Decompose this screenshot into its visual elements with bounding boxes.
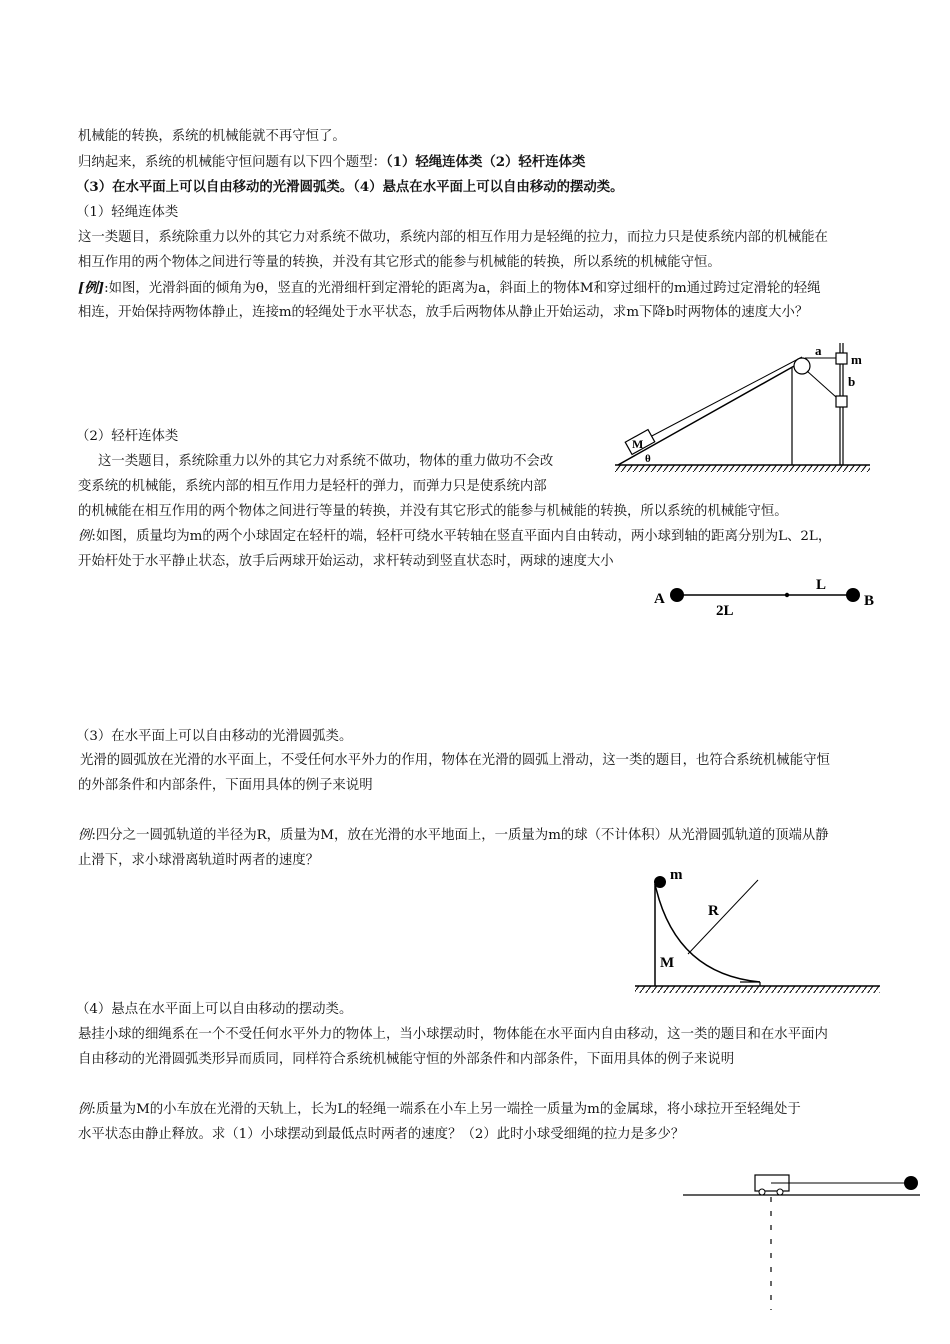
paragraph-line: 的机械能在相互作用的两个物体之间进行等量的转换，并没有其它形式的能参与机械能的转换，所以系统的机械能守恒。 xyxy=(78,504,788,519)
section-title: （1）轻绳连体类 xyxy=(76,205,179,220)
example-line xyxy=(78,827,829,845)
label-M: M xyxy=(660,955,675,971)
section-title: （3）在水平面上可以自由移动的光滑圆弧类。 xyxy=(76,729,353,744)
bold-text-span: （1）轻绳连体类（2）轻杆连体类 xyxy=(385,154,586,170)
text-span: :四分之一圆弧轨道的半径为R，质量为M，放在光滑的水平地面上，一质量为m的球（不计体积）从光滑圆弧轨道的顶端从静 xyxy=(91,828,829,843)
paragraph-line: 的外部条件和内部条件，下面用具体的例子来说明 xyxy=(78,778,373,793)
rope-line xyxy=(648,357,802,438)
text-span: 归纳起来，系统的机械能守恒问题有以下四个题型： xyxy=(78,155,386,170)
paragraph-line: 悬挂小球的细绳系在一个不受任何水平外力的物体上，当小球摆动时，物体能在水平面内自由移动，这一类的题目和在水平面内 xyxy=(78,1027,828,1042)
example-label: [例] xyxy=(78,280,105,296)
label-m: m xyxy=(670,867,683,883)
radius-line xyxy=(688,880,758,954)
text-line: （3）在水平面上可以自由移动的光滑圆弧类。（4）悬点在水平面上可以自由移动的摆动类。 xyxy=(76,179,624,195)
section-title: （4）悬点在水平面上可以自由移动的摆动类。 xyxy=(76,1002,353,1017)
example-label: 例 xyxy=(78,1102,92,1117)
example-label: 例 xyxy=(78,828,92,843)
label-R: R xyxy=(708,903,719,919)
pivot-axis xyxy=(785,593,789,597)
ball-B xyxy=(846,588,860,602)
block-m-lower xyxy=(836,396,847,407)
text-line xyxy=(78,153,585,172)
example-line xyxy=(78,528,831,546)
label-theta: θ xyxy=(645,453,651,465)
label-L: L xyxy=(816,577,827,593)
text-line: 机械能的转换，系统的机械能就不再守恒了。 xyxy=(78,129,346,144)
example-line: 水平状态由静止释放。求（1）小球摆动到最低点时两者的速度？（2）此时小球受细绳的拉力是多少？ xyxy=(78,1127,685,1142)
example-line xyxy=(78,1101,801,1119)
cart-pendulum-figure xyxy=(680,1165,925,1315)
ground-hatch xyxy=(615,465,870,472)
example-line xyxy=(78,279,821,298)
paragraph-line: 变系统的机械能，系统内部的相互作用力是轻杆的弹力，而弹力只是使系统内部 xyxy=(78,479,547,494)
ground-hatch xyxy=(635,986,880,993)
rod-balls-figure xyxy=(650,575,880,625)
paragraph-line: 光滑的圆弧放在光滑的水平面上，不受任何水平外力的作用，物体在光滑的圆弧上滑动，这一类的题目，也符合系统机械能守恒 xyxy=(80,753,830,768)
cart-wheel-right xyxy=(777,1189,783,1195)
label-b: b xyxy=(848,374,856,389)
label-m: m xyxy=(851,352,862,367)
label-2L: 2L xyxy=(716,603,734,619)
arc-track-figure xyxy=(630,862,885,997)
label-B: B xyxy=(864,593,875,609)
ball-A xyxy=(670,588,684,602)
incline-pulley-figure xyxy=(610,335,880,475)
incline-line xyxy=(618,365,796,465)
section-title: （2）轻杆连体类 xyxy=(76,429,179,444)
label-M: M xyxy=(632,437,644,451)
pendulum-ball xyxy=(904,1176,918,1190)
example-label: 例 xyxy=(78,529,92,544)
cart-wheel-left xyxy=(759,1189,765,1195)
paragraph-line: 这一类题目，系统除重力以外的其它力对系统不做功，物体的重力做功不会改 xyxy=(98,454,554,469)
example-line: 止滑下，求小球滑离轨道时两者的速度？ xyxy=(78,853,320,868)
text-span: :如图，光滑斜面的倾角为θ，竖直的光滑细杆到定滑轮的距离为a，斜面上的物体M和穿过细杆的m通过跨过定滑轮的轻绳 xyxy=(104,281,821,296)
paragraph-line: 相互作用的两个物体之间进行等量的转换，并没有其它形式的能参与机械能的转换，所以系统的机械能守恒。 xyxy=(78,255,721,270)
paragraph-line: 这一类题目，系统除重力以外的其它力对系统不做功，系统内部的相互作用力是轻绳的拉力，而拉力只是使系统内部的机械能在 xyxy=(78,230,828,245)
paragraph-line: 自由移动的光滑圆弧类形异而质同，同样符合系统机械能守恒的外部条件和内部条件，下面用具体的例子来说明 xyxy=(78,1052,735,1067)
example-line: 开始杆处于水平静止状态，放手后两球开始运动，求杆转动到竖直状态时，两球的速度大小 xyxy=(78,554,614,569)
text-span: :质量为M的小车放在光滑的天轨上，长为L的轻绳一端系在小车上另一端拴一质量为m的金属球，将小球拉开至轻绳处于 xyxy=(91,1102,801,1117)
block-m-top xyxy=(836,353,847,364)
rope-to-m-lower xyxy=(807,371,836,397)
label-a: a xyxy=(815,343,822,358)
ball-m xyxy=(654,876,666,888)
label-A: A xyxy=(654,591,665,607)
text-span: :如图，质量均为m的两个小球固定在轻杆的端，轻杆可绕水平转轴在竖直平面内自由转动，两小球到轴的距离分别为L、2L， xyxy=(91,529,832,544)
example-line: 相连，开始保持两物体静止，连接m的轻绳处于水平状态，放手后两物体从静止开始运动，求m下降b时两物体的速度大小？ xyxy=(78,305,809,320)
